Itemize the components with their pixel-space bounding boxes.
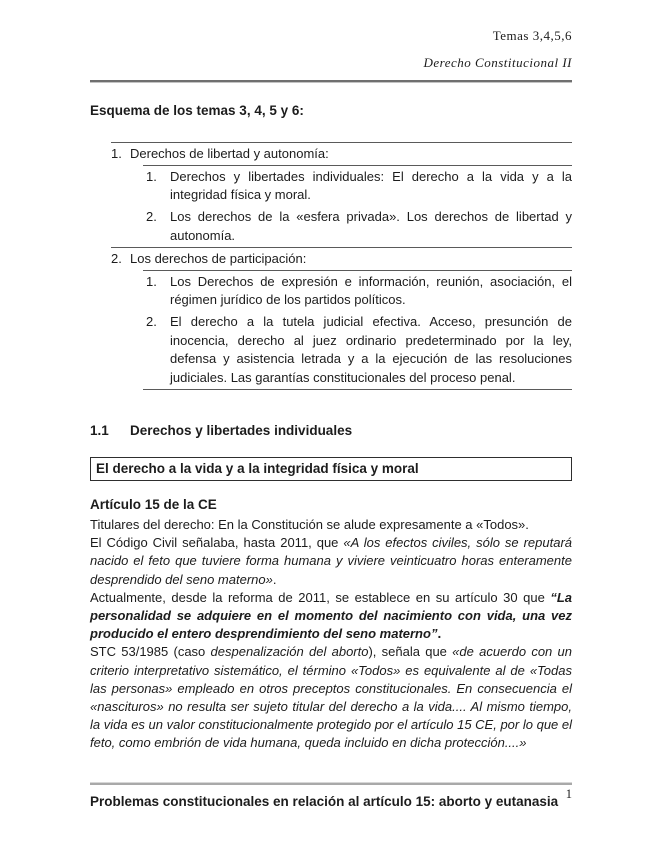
page-number: 1 xyxy=(565,787,572,801)
section-title: Derechos y libertades individuales xyxy=(130,423,353,438)
codigo-civil-intro: El Código Civil señalaba, hasta 2011, que xyxy=(90,535,344,551)
outline-item-2-1-text: Los Derechos de expresión e información, reunión, asociación, el régimen jurídico de los partidos políticos. xyxy=(170,273,572,307)
section-heading xyxy=(90,423,572,438)
outline-item-2-1-number: 1. xyxy=(146,273,157,289)
paragraph-stc-53-1985 xyxy=(90,643,572,752)
esquema-title: Esquema de los temas 3, 4, 5 y 6: xyxy=(90,103,304,118)
outline-item-2-2 xyxy=(90,312,572,390)
boxed-heading: El derecho a la vida y a la integridad física y moral xyxy=(90,457,572,481)
outline-item-1 xyxy=(90,143,572,165)
rule-below-outline xyxy=(143,389,572,390)
page-footer xyxy=(90,783,572,802)
outline-item-2 xyxy=(90,248,572,270)
outline-item-2-2-text: El derecho a la tutela judicial efectiva. Acceso, presunción de inocencia, derecho al juez ordinario predeterminado por la ley, defensa y asistencia letrada y a la ejecución de las resoluciones judiciales. Las garantías constitucionales del proceso penal. xyxy=(170,314,572,385)
reforma-intro: Actualmente, desde la reforma de 2011, se establece en su artículo 30 que xyxy=(90,589,551,605)
outline-item-2-1 xyxy=(90,271,572,312)
section-number: 1.1 xyxy=(90,423,109,438)
header-topics: Temas 3,4,5,6 xyxy=(492,28,572,43)
outline-item-2-number: 2. xyxy=(111,250,122,266)
outline-item-1-1-number: 1. xyxy=(146,168,157,184)
stc-part1: STC 53/1985 (caso xyxy=(90,644,211,660)
outline-item-1-2 xyxy=(90,207,572,248)
outline-item-1-2-text: Los derechos de la «esfera privada». Los derechos de libertad y autonomía. xyxy=(170,209,572,243)
outline-item-2-label: Los derechos de participación: xyxy=(130,250,307,266)
stc-quote: «de acuerdo con un criterio interpretativo sistemático, el término «Todos» es equivalente al de «Todas las personas» empleado en otros preceptos constitucionales. En consecuencia el «nascituros» no resulta ser sujeto titular del derecho a la vida.... Al mismo tiempo, la vida es un valor constitucionalmente protegido por el artículo 15 CE, por lo que el feto, como embrión de vida humana, queda incluido en dicha protección....» xyxy=(90,644,573,751)
header-course-title: Derecho Constitucional II xyxy=(423,55,572,70)
paragraph-reforma-2011 xyxy=(90,589,572,644)
outline-item-1-1 xyxy=(90,166,572,207)
codigo-civil-quote: «A los efectos civiles, sólo se reputará nacido el feto que tuviere forma humana y viviere veinticuatro horas enteramente desprendido del seno materno» xyxy=(90,535,572,587)
reforma-quote: “La personalidad se adquiere en el momento del nacimiento con vida, una vez producido el entero desprendimiento del seno materno” xyxy=(90,589,572,642)
stc-caso: despenalización del aborto xyxy=(210,644,369,660)
codigo-civil-outro: . xyxy=(272,571,277,587)
paragraph-titulares: Titulares del derecho: En la Constitución se alude expresamente a «Todos». xyxy=(90,517,529,532)
outline-item-1-label: Derechos de libertad y autonomía: xyxy=(130,145,329,161)
page-header xyxy=(90,0,572,82)
esquema-outline xyxy=(90,142,572,390)
stc-part2: ), señala que xyxy=(368,644,453,660)
document-body xyxy=(90,78,572,809)
outline-item-1-1-text: Derechos y libertades individuales: El derecho a la vida y a la integridad física y moral. xyxy=(170,168,572,202)
reforma-outro: . xyxy=(437,626,442,642)
articulo15-heading: Artículo 15 de la CE xyxy=(90,497,217,512)
paragraph-codigo-civil xyxy=(90,534,572,589)
outline-item-1-number: 1. xyxy=(111,145,122,161)
outline-item-1-2-number: 2. xyxy=(146,209,157,224)
outline-item-2-2-number: 2. xyxy=(146,314,157,329)
problemas-heading: Problemas constitucionales en relación al artículo 15: aborto y eutanasia xyxy=(90,793,559,809)
